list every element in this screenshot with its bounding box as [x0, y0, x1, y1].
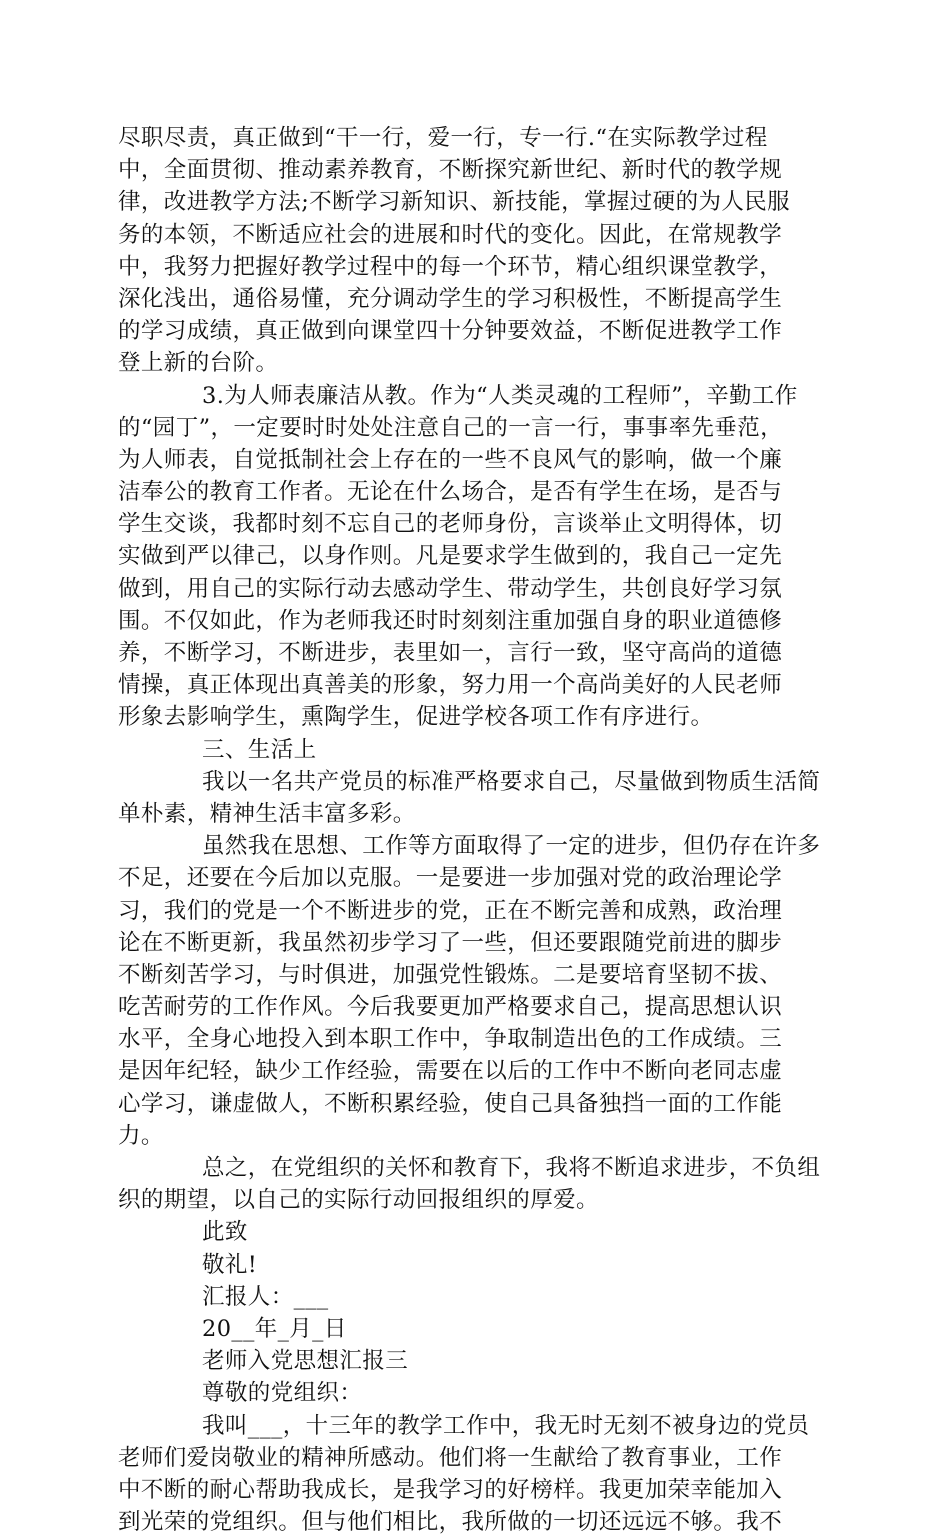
- document-text-line: 尽职尽责，真正做到“干一行，爱一行，专一行.“在实际教学过程: [118, 125, 768, 151]
- document-text-line: 20__年_月_日: [202, 1315, 347, 1342]
- document-text-line: 律，改进教学方法;不断学习新知识、新技能，掌握过硬的为人民服: [118, 189, 791, 216]
- document-text-line: 老师们爱岗敬业的精神所感动。他们将一生献给了教育事业，工作: [118, 1444, 783, 1471]
- document-text-line: 中，全面贯彻、推动素养教育，不断探究新世纪、新时代的教学规: [118, 157, 783, 184]
- document-body: [118, 122, 833, 1538]
- document-text-line: 力。: [118, 1122, 164, 1149]
- document-text-line: 此致: [202, 1219, 248, 1246]
- document-text-line: 是因年纪轻，缺少工作经验，需要在以后的工作中不断向老同志虚: [118, 1058, 783, 1085]
- document-text-line: 吃苦耐劳的工作作风。今后我要更加严格要求自己，提高思想认识: [118, 994, 783, 1021]
- document-text-line: 中，我努力把握好教学过程中的每一个环节，精心组织课堂教学，: [118, 253, 783, 280]
- document-text-line: 务的本领，不断适应社会的进展和时代的变化。因此，在常规教学: [118, 221, 783, 248]
- document-text-line: 形象去影响学生，熏陶学生，促进学校各项工作有序进行。: [118, 704, 714, 731]
- document-text-line: 不足，还要在今后加以克服。一是要进一步加强对党的政治理论学: [118, 865, 783, 892]
- document-text-line: 情操，真正体现出真善美的形象，努力用一个高尚美好的人民老师: [118, 672, 783, 699]
- document-text-line: 总之，在党组织的关怀和教育下，我将不断追求进步，不负组: [202, 1155, 821, 1181]
- document-text-line: 到光荣的党组织。但与他们相比，我所做的一切还远远不够。我不: [118, 1509, 783, 1536]
- document-text-line: 论在不断更新，我虽然初步学习了一些，但还要跟随党前进的脚步: [118, 929, 783, 956]
- document-text-line: 中不断的耐心帮助我成长，是我学习的好榜样。我更加荣幸能加入: [118, 1476, 783, 1503]
- document-text-line: 敬礼!: [202, 1251, 258, 1278]
- document-text-line: 心学习，谦虚做人，不断积累经验，使自己具备独挡一面的工作能: [118, 1090, 783, 1117]
- document-text-line: 单朴素，精神生活丰富多彩。: [118, 800, 416, 827]
- document-text-line: 织的期望，以自己的实际行动回报组织的厚爱。: [118, 1187, 599, 1214]
- document-text-line: 汇报人：___: [202, 1283, 329, 1310]
- document-text-line: 的学习成绩，真正做到向课堂四十分钟要效益，不断促进教学工作: [118, 318, 783, 345]
- document-text-line: 深化浅出，通俗易懂，充分调动学生的学习积极性，不断提高学生: [118, 285, 783, 312]
- document-text-line: 不断刻苦学习，与时俱进，加强党性锻炼。二是要培育坚韧不拔、: [118, 961, 783, 988]
- document-text-line: 围。不仅如此，作为老师我还时时刻刻注重加强自身的职业道德修: [118, 607, 783, 634]
- document-text-line: 3.为人师表廉洁从教。作为“人类灵魂的工程师”，辛勤工作: [202, 382, 798, 409]
- document-text-line: 虽然我在思想、工作等方面取得了一定的进步，但仍存在许多: [202, 833, 821, 860]
- document-text-line: 习，我们的党是一个不断进步的党，正在不断完善和成熟，政治理: [118, 897, 783, 924]
- document-text-line: 为人师表，自觉抵制社会上存在的一些不良风气的影响，做一个廉: [118, 446, 783, 473]
- document-text-line: 尊敬的党组织：: [202, 1380, 363, 1407]
- document-text-line: 登上新的台阶。: [118, 350, 279, 377]
- document-text-line: 我以一名共产党员的标准严格要求自己，尽量做到物质生活简: [202, 768, 821, 795]
- document-text-line: 洁奉公的教育工作者。无论在什么场合，是否有学生在场，是否与: [118, 479, 783, 506]
- document-text-line: 养，不断学习，不断进步，表里如一，言行一致，坚守高尚的道德: [118, 640, 783, 666]
- document-text-line: 老师入党思想汇报三: [202, 1348, 409, 1375]
- document-text-line: 三、生活上: [202, 736, 317, 763]
- document-text-line: 学生交谈，我都时刻不忘自己的老师身份，言谈举止文明得体，切: [118, 511, 783, 538]
- document-text-line: 我叫___，十三年的教学工作中，我无时无刻不被身边的党员: [202, 1412, 810, 1439]
- document-text-line: 的“园丁”，一定要时时处处注意自己的一言一行，事事率先垂范，: [118, 414, 784, 441]
- document-text-line: 实做到严以律己，以身作则。凡是要求学生做到的，我自己一定先: [118, 543, 783, 570]
- document-text-line: 做到，用自己的实际行动去感动学生、带动学生，共创良好学习氛: [118, 575, 783, 602]
- document-text-line: 水平，全身心地投入到本职工作中，争取制造出色的工作成绩。三: [118, 1026, 783, 1053]
